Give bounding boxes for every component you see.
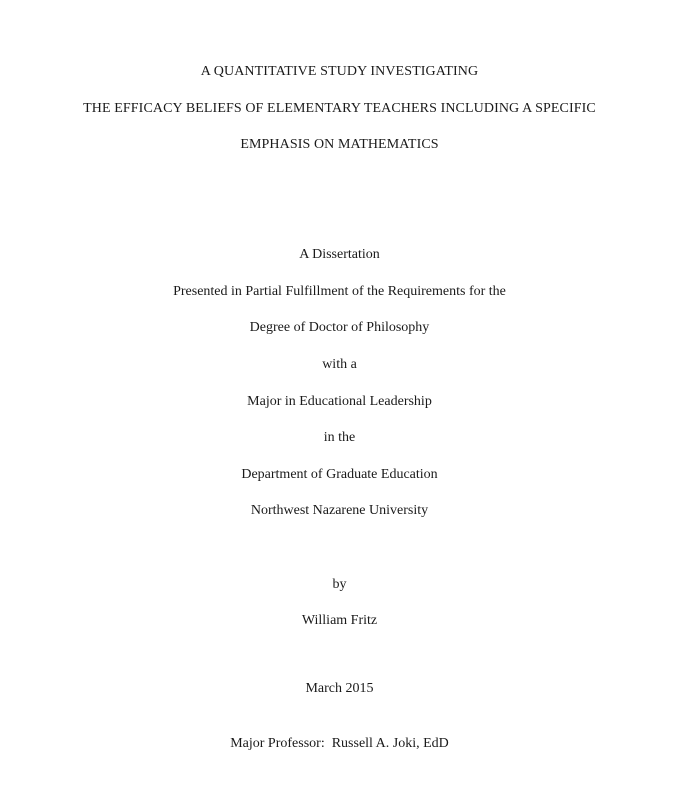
degree-name: Degree of Doctor of Philosophy: [249, 320, 430, 335]
by-text: by: [332, 577, 347, 592]
author-name: William Fritz: [301, 613, 378, 628]
fulfillment-statement: Presented in Partial Fulfillment of the Requirements for the: [173, 284, 506, 299]
document-type: A Dissertation: [299, 247, 380, 262]
title-line-1: A QUANTITATIVE STUDY INVESTIGATING: [200, 64, 479, 79]
major-name: Major in Educational Leadership: [247, 394, 432, 409]
title-line-2: THE EFFICACY BELIEFS OF ELEMENTARY TEACHERS INCLUDING A SPECIFIC: [83, 101, 596, 116]
with-a-text: with a: [322, 357, 357, 372]
in-the-text: in the: [323, 430, 356, 445]
department-name: Department of Graduate Education: [241, 467, 438, 482]
university-name: Northwest Nazarene University: [250, 503, 429, 518]
submission-date: March 2015: [305, 681, 374, 696]
major-professor: Major Professor: Russell A. Joki, EdD: [230, 736, 449, 751]
title-line-3: EMPHASIS ON MATHEMATICS: [240, 137, 439, 152]
